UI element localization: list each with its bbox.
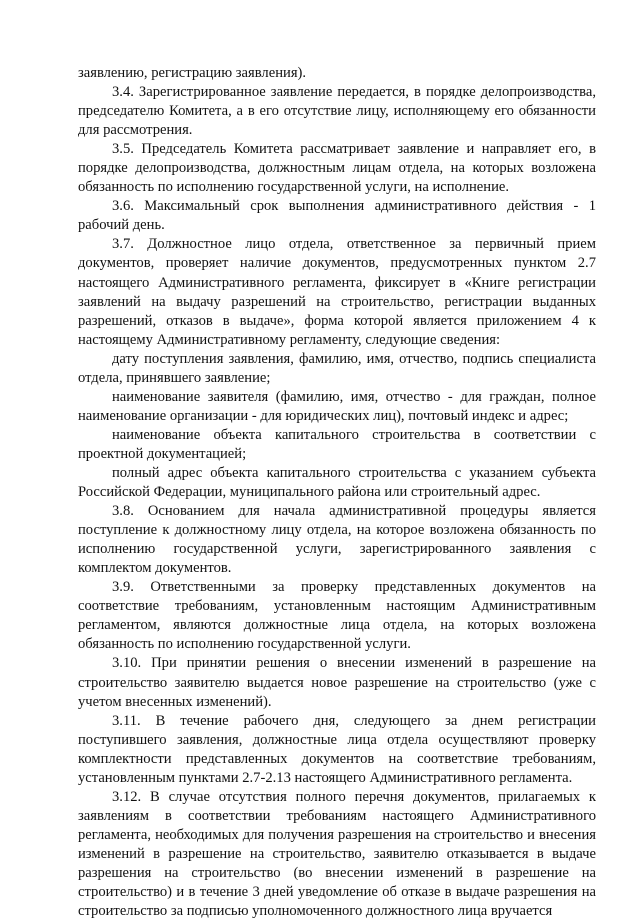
list-item-applicant: наименование заявителя (фамилию, имя, отчество - для граждан, полное наименование организации - для юридических лиц), почтовый индекс и адрес;: [78, 388, 596, 424]
paragraph-3-6: 3.6. Максимальный срок выполнения административного действия - 1 рабочий день.: [78, 198, 596, 234]
paragraph-3-11: 3.11. В течение рабочего дня, следующего за днем регистрации поступившего заявления, должностные лица отдела осуществляют проверку комплектности представленных документов на соответствие требованиям, установленным пунктами 2.7-2.13 настоящего Административного регламента.: [78, 712, 596, 786]
list-item-object-address: полный адрес объекта капитального строительства с указанием субъекта Российской Федерации, муниципального района или строительный адрес.: [78, 464, 596, 501]
document-page: [78, 64, 596, 921]
paragraph-continuation: заявлению, регистрацию заявления).: [78, 65, 307, 81]
paragraph-3-9: 3.9. Ответственными за проверку представленных документов на соответствие требованиям, установленным настоящим Административным регламентом, являются должностные лица отдела, на которых возложена обязанность по исполнению государственной услуги.: [78, 579, 596, 653]
paragraph-3-4: 3.4. Зарегистрированное заявление передается, в порядке делопроизводства, председателю Комитета, а в его отсутствие лицу, исполняющему его обязанности для рассмотрения.: [78, 84, 596, 139]
paragraph-3-7: 3.7. Должностное лицо отдела, ответственное за первичный прием документов, проверяет наличие документов, предусмотренных пунктом 2.7 настоящего Административного регламента, фиксирует в «Книге регистрации заявлений на выдачу разрешений на строительство, регистрации выданных разрешений, отказов в выдаче», форма которой является приложением 4 к настоящему Административному регламенту, следующие сведения:: [78, 236, 596, 348]
list-item-date: дату поступления заявления, фамилию, имя, отчество, подпись специалиста отдела, принявшего заявление;: [78, 350, 596, 386]
list-item-object-name: наименование объекта капитального строительства в соответствии с проектной документацией;: [78, 426, 596, 462]
paragraph-3-5: 3.5. Председатель Комитета рассматривает заявление и направляет его, в порядке делопроизводства, должностным лицам отдела, на которых возложена обязанность по исполнению государственной услуги, на исполнение.: [78, 141, 596, 196]
paragraph-3-8: 3.8. Основанием для начала административной процедуры является поступление к должностному лицу отдела, на которое возложена обязанность по исполнению государственной услуги, зарегистрированного заявления с комплектом документов.: [78, 503, 596, 577]
paragraph-3-10: 3.10. При принятии решения о внесении изменений в разрешение на строительство заявителю выдается новое разрешение на строительство (уже с учетом внесенных изменений).: [78, 655, 596, 710]
paragraph-3-12: 3.12. В случае отсутствия полного перечня документов, прилагаемых к заявлениям в соответствии требованиям настоящего Административного регламента, необходимых для получения разрешения на строительство и внесения изменений в разрешение на строительство, заявителю отказывается в выдаче разрешения на строительство (во внесении изменений в разрешение на строительство) и в течение 3 дней уведомление об отказе в выдаче разрешения на строительство за подписью уполномоченного должностного лица вручается: [78, 788, 596, 920]
